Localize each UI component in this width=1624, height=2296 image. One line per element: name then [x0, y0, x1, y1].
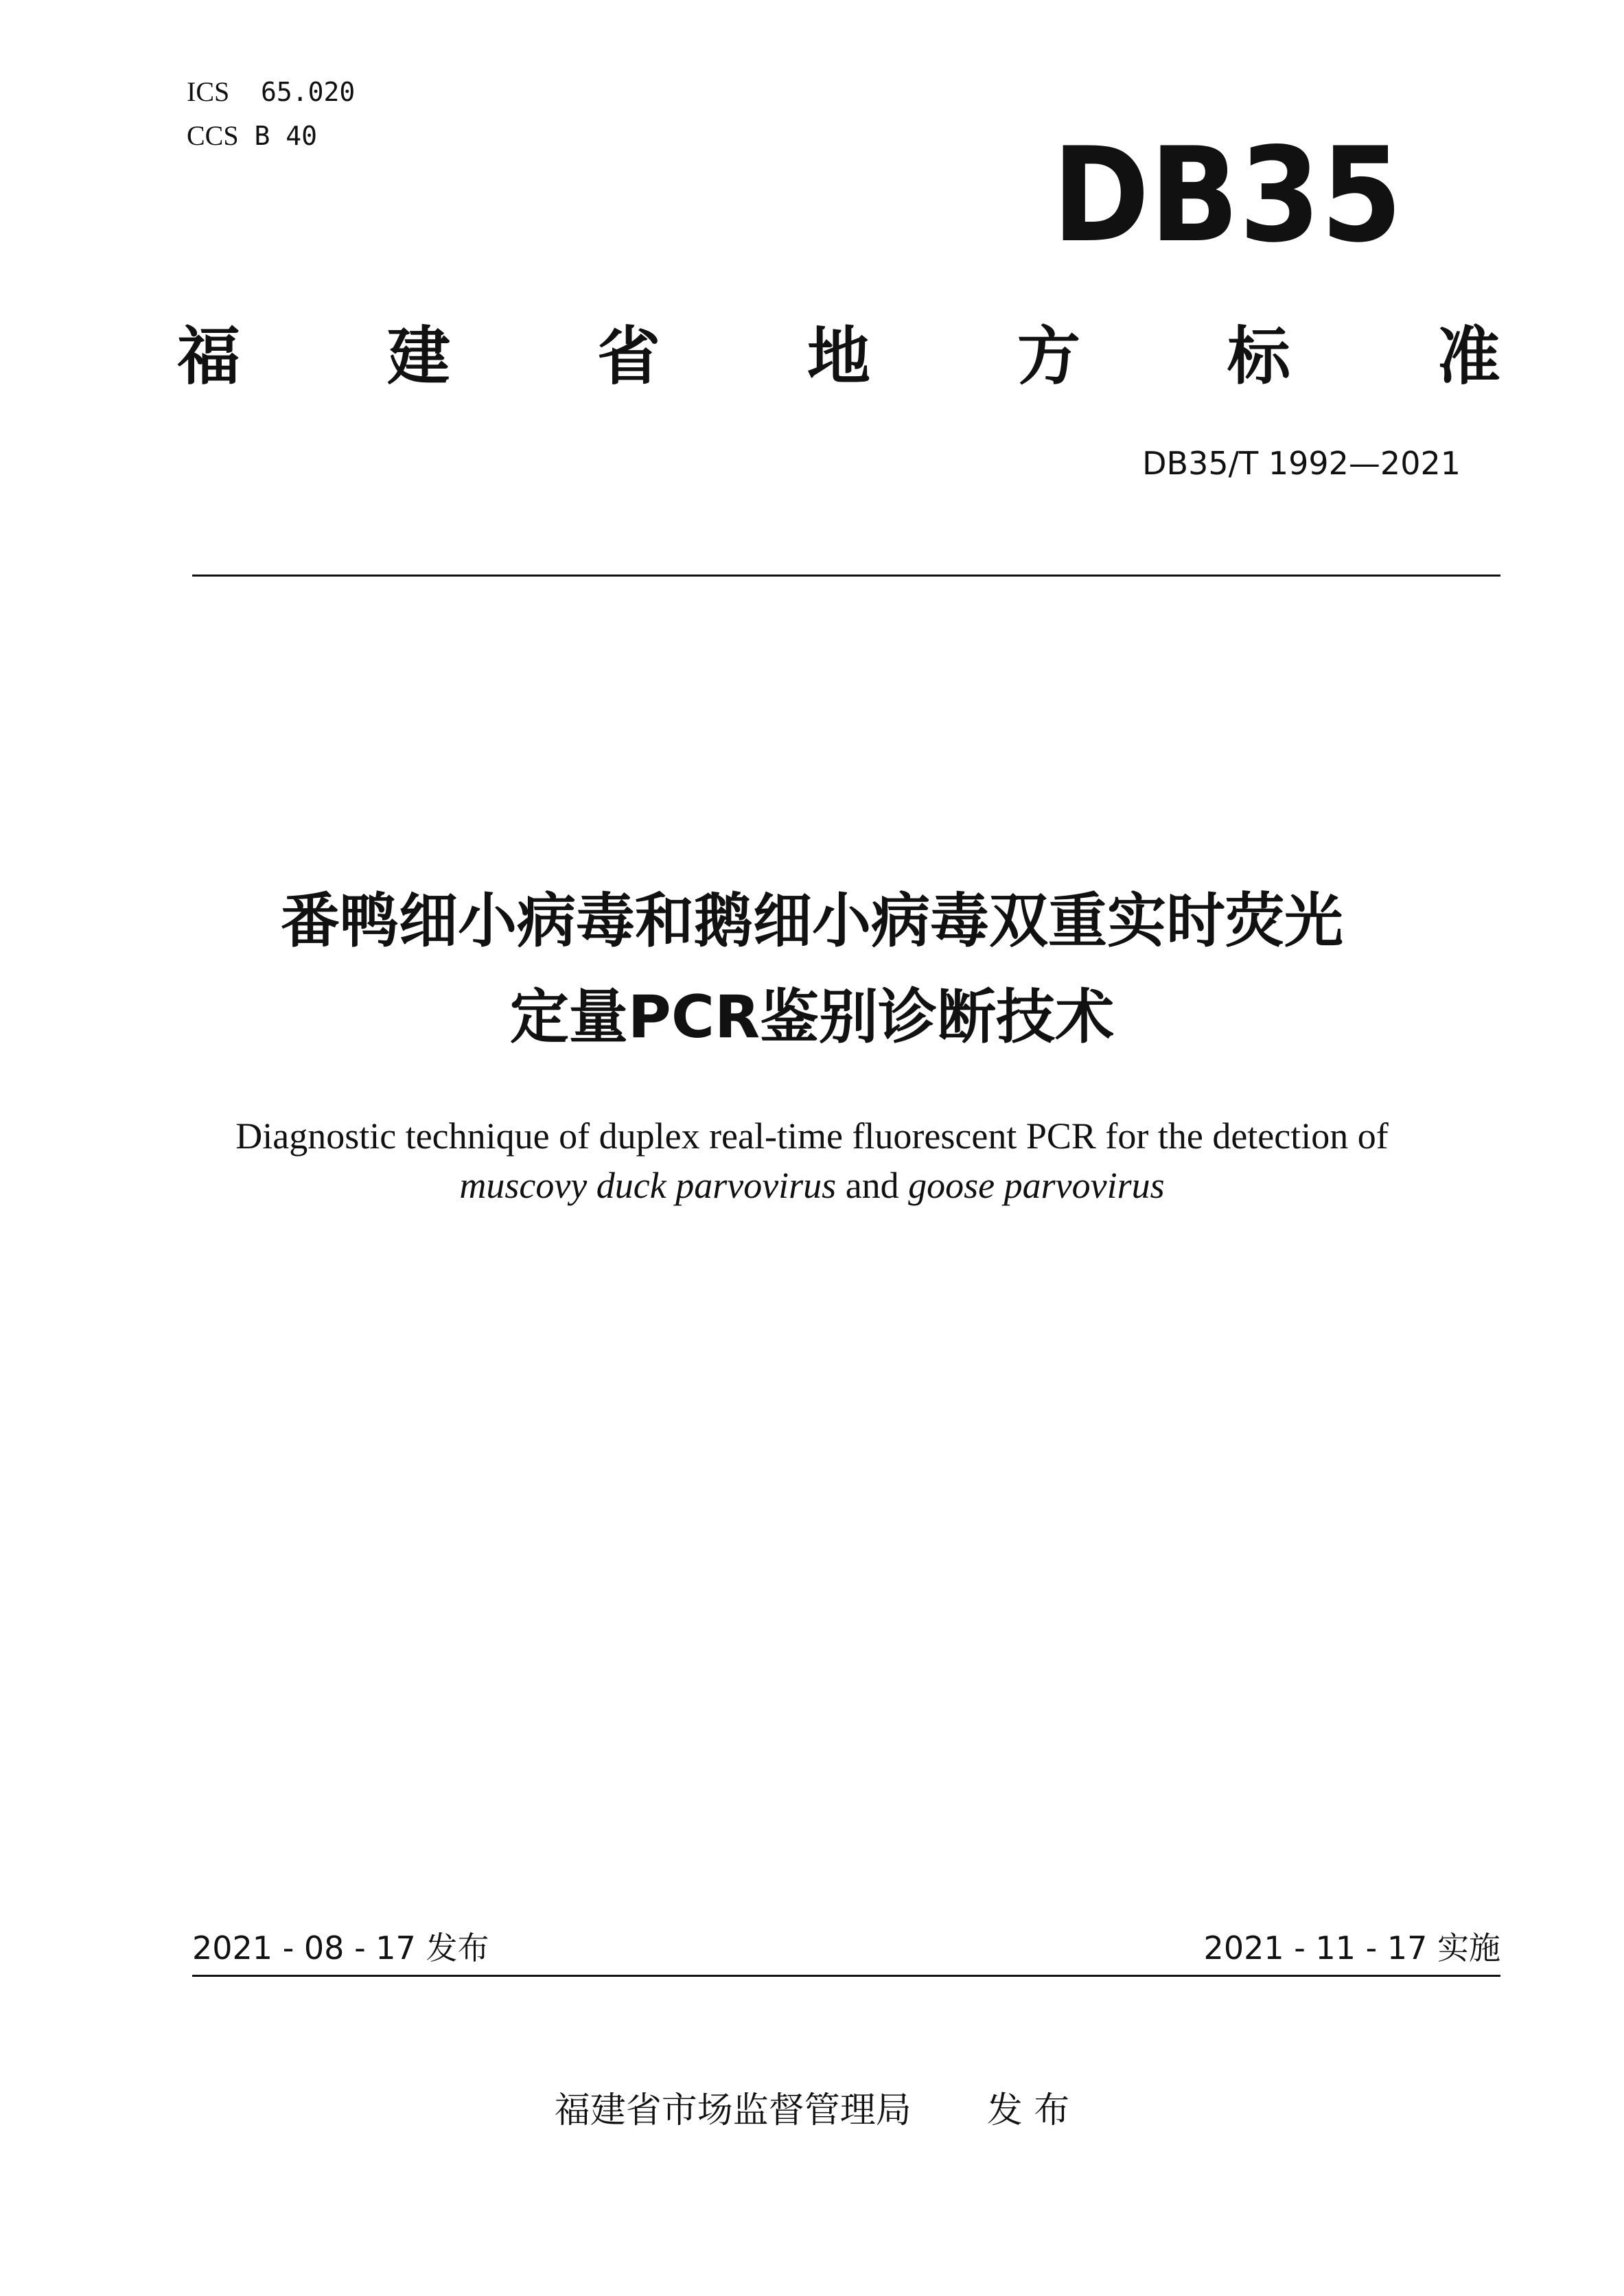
- standard-type-char: 省: [596, 320, 660, 393]
- title-cn-line2: 定量PCR鉴别诊断技术: [509, 983, 1115, 1052]
- ics-value: 65.020: [261, 77, 356, 107]
- standard-number: DB35/T 1992—2021: [1142, 445, 1461, 482]
- standard-type-char: 准: [1437, 320, 1500, 393]
- title-en-conjunction: and: [845, 1165, 899, 1206]
- publisher-action: 发 布: [986, 2090, 1070, 2131]
- ics-code: [187, 77, 355, 107]
- ccs-value: B 40: [254, 121, 318, 151]
- db35-logo: [1049, 137, 1406, 254]
- db35-logo-text: DB35: [1052, 137, 1402, 254]
- title-en-species-1: muscovy duck parvovirus: [459, 1165, 837, 1206]
- title-en-line1: Diagnostic technique of duplex real-time fluorescent PCR for the detection of: [235, 1115, 1389, 1157]
- standard-type-char: 标: [1227, 320, 1290, 393]
- standard-type-char: 建: [386, 320, 450, 393]
- publisher: [0, 2087, 1624, 2135]
- implement-date: 2021 - 11 - 17 实施: [1203, 1929, 1500, 1967]
- top-divider: [192, 575, 1500, 577]
- ics-label: ICS: [187, 76, 230, 107]
- ccs-label: CCS: [187, 120, 239, 151]
- publisher-name: 福建省市场监督管理局: [554, 2090, 912, 2131]
- ccs-code: [187, 121, 317, 151]
- title-en-line2: [0, 1161, 1624, 1209]
- title-cn-line1: 番鸭细小病毒和鹅细小病毒双重实时荧光: [281, 887, 1343, 955]
- bottom-divider: [192, 1975, 1500, 1977]
- standard-type-char: 地: [807, 320, 870, 393]
- standard-type-char: 方: [1017, 320, 1080, 393]
- issue-date: 2021 - 08 - 17 发布: [192, 1929, 489, 1967]
- standard-type-heading: [177, 310, 1500, 393]
- title-en-species-2: goose parvovirus: [908, 1165, 1165, 1206]
- standard-type-char: 福: [177, 320, 241, 393]
